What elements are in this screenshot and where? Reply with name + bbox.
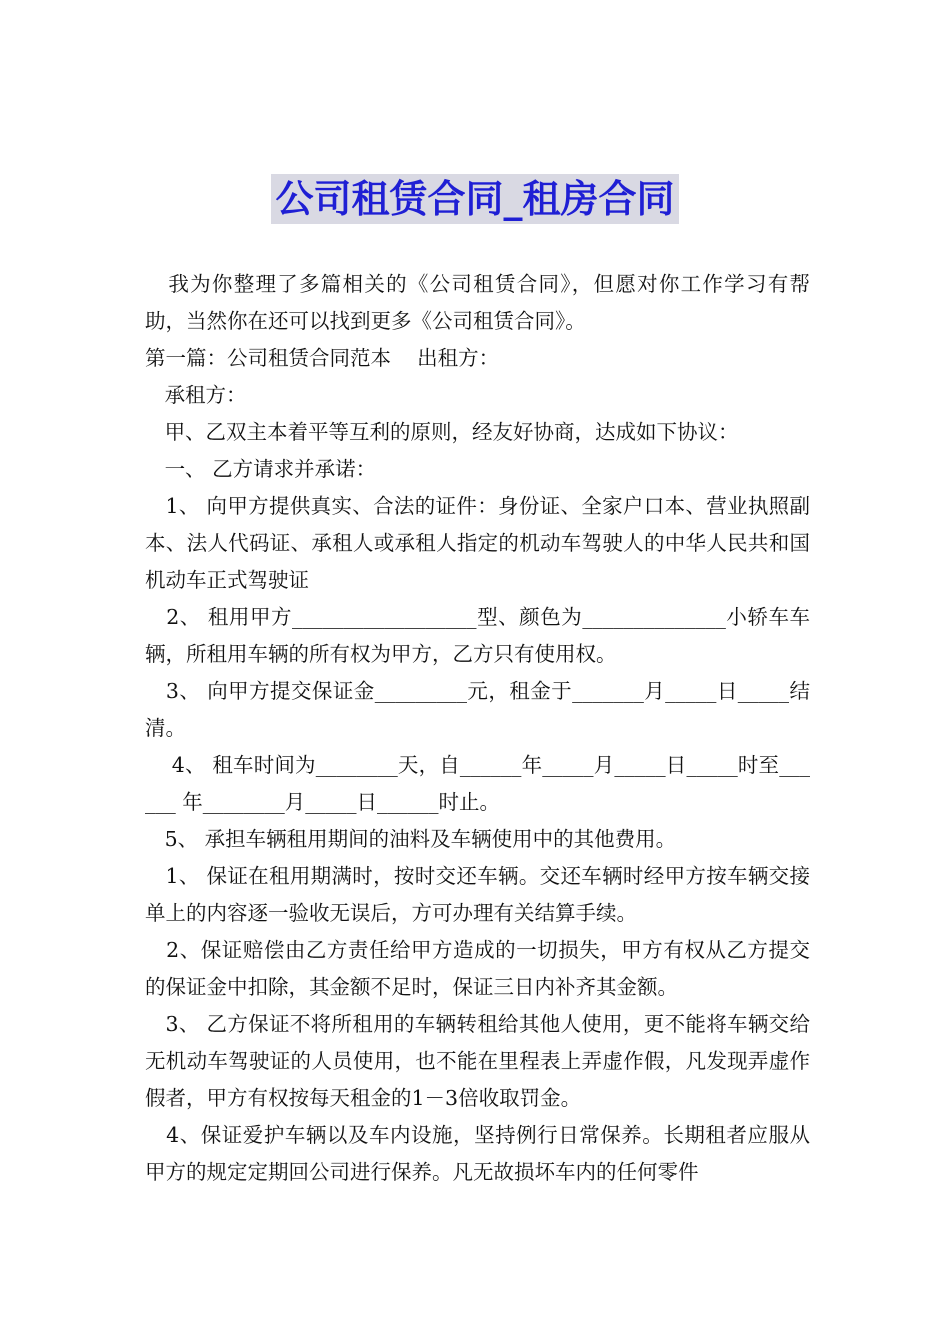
paragraph-intro: 我为你整理了多篇相关的《公司租赁合同》，但愿对你工作学习有帮助，当然你在还可以找到更多《公司租赁合同》。 (145, 272, 810, 333)
paragraph-guarantee-3-no-sublease: 3、 乙方保证不将所租用的车辆转租给其他人使用，更不能将车辆交给无机动车驾驶证的人员使用，也不能在里程表上弄虚作假，凡发现弄虚作假者，甲方有权按每天租金的1－3倍收取罚金。 (145, 1012, 810, 1110)
paragraph-part-one-heading: 第一篇：公司租赁合同范本 出租方： (145, 346, 500, 370)
document-title: 公司租赁合同_租房合同 (271, 174, 678, 224)
paragraph-section-one-heading: 一、 乙方请求并承诺： (145, 457, 377, 481)
paragraph-guarantee-2-compensation: 2、保证赔偿由乙方责任给甲方造成的一切损失，甲方有权从乙方提交的保证金中扣除，其金额不足时，保证三日内补齐其金额。 (145, 938, 810, 999)
paragraph-clause-1-documents: 1、 向甲方提供真实、合法的证件：身份证、全家户口本、营业执照副本、法人代码证、承租人或承租人指定的机动车驾驶人的中华人民共和国机动车正式驾驶证 (145, 494, 810, 592)
document-body (145, 266, 817, 1191)
paragraph-agreement-preamble: 甲、乙双主本着平等互利的原则，经友好协商，达成如下协议： (145, 420, 739, 444)
paragraph-lessee: 承租方： (145, 383, 247, 407)
paragraph-guarantee-1-return: 1、 保证在租用期满时，按时交还车辆。交还车辆时经甲方按车辆交接单上的内容逐一验收无误后，方可办理有关结算手续。 (145, 864, 810, 925)
paragraph-guarantee-4-maintenance: 4、保证爱护车辆以及车内设施，坚持例行日常保养。长期租者应服从甲方的规定定期回公司进行保养。凡无故损坏车内的任何零件 (145, 1123, 810, 1184)
paragraph-clause-4-period: 4、 租车时间为________天，自______年_____月_____日_____时至______ 年________月_____日______时止。 (145, 753, 810, 814)
title-container (0, 174, 950, 224)
paragraph-clause-2-vehicle: 2、 租用甲方__________________型、颜色为______________小轿车车 辆，所租用车辆的所有权为甲方，乙方只有使用权。 (145, 605, 817, 666)
paragraph-clause-3-deposit: 3、 向甲方提交保证金_________元，租金于_______月_____日_____结清。 (145, 679, 810, 740)
paragraph-clause-5-expenses: 5、 承担车辆租用期间的油料及车辆使用中的其他费用。 (145, 827, 677, 851)
